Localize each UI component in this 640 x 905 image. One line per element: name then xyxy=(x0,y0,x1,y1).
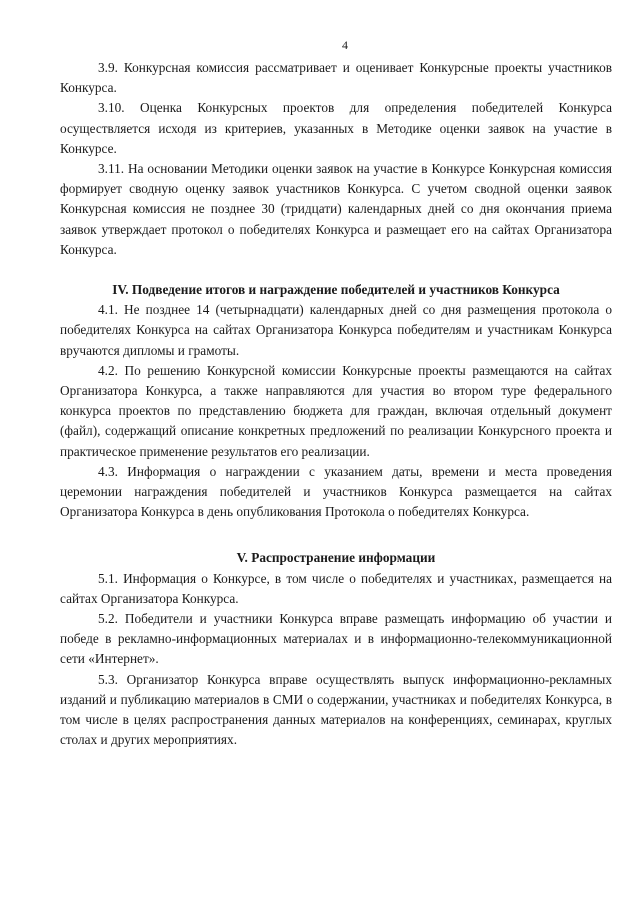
paragraph-3-9: 3.9. Конкурсная комиссия рассматривает и оценивает Конкурсные проекты участников Конкурса. xyxy=(60,60,612,96)
paragraph-5-1: 5.1. Информация о Конкурсе, в том числе о победителях и участниках, размещается на сайтах Организатора Конкурса. xyxy=(60,570,612,606)
paragraph-4-3: 4.3. Информация о награждении с указанием даты, времени и места проведения церемонии награждения победителей и участников Конкурса размещается на сайтах Организатора Конкурса в день опубликования Протокола о победителях Конкурса. xyxy=(60,463,612,520)
paragraph-3-10: 3.10. Оценка Конкурсных проектов для определения победителей Конкурса осуществляется исходя из критериев, указанных в Методике оценки заявок на участие в Конкурсе. xyxy=(60,100,612,156)
section-4-heading: IV. Подведение итогов и награждение победителей и участников Конкурса xyxy=(112,282,560,298)
paragraph-4-2: 4.2. По решению Конкурсной комиссии Конкурсные проекты размещаются на сайтах Организатора Конкурса, а также направляются для участия во втором туре федерального конкурса проектов по представлению бюджета для граждан, включая отдельный документ (файл), содержащий описание конкретных предложений по реализации Конкурсного проекта и практическое применение результатов его реализации. xyxy=(60,362,612,459)
paragraph-4-1: 4.1. Не позднее 14 (четырнадцати) календарных дней со дня размещения протокола о победителях Конкурса на сайтах Организатора Конкурса победителям и участникам Конкурса вручаются дипломы и грамоты. xyxy=(60,302,612,358)
section-5-heading: V. Распространение информации xyxy=(236,550,436,566)
paragraph-5-2: 5.2. Победители и участники Конкурса вправе размещать информацию об участии и победе в рекламно-информационных материалах и в информационно-телекоммуникационной сети «Интернет». xyxy=(60,611,612,667)
paragraph-5-3: 5.3. Организатор Конкурса вправе осуществлять выпуск информационно-рекламных изданий и публикацию материалов в СМИ о содержании, участниках и победителях Конкурса, в том числе в целях распространения данных материалов на конференциях, семинарах, круглых столах и других мероприятиях. xyxy=(60,671,612,748)
page-number: 4 xyxy=(342,38,348,52)
paragraph-3-11: 3.11. На основании Методики оценки заявок на участие в Конкурсе Конкурсная комиссия формирует сводную оценку заявок участников Конкурса. С учетом сводной оценки заявок Конкурсная комиссия не позднее 30 (тридцати) календарных дней со дня окончания приема заявок утверждает протокол о победителях Конкурса и размещает его на сайтах Организатора Конкурса. xyxy=(60,161,612,257)
